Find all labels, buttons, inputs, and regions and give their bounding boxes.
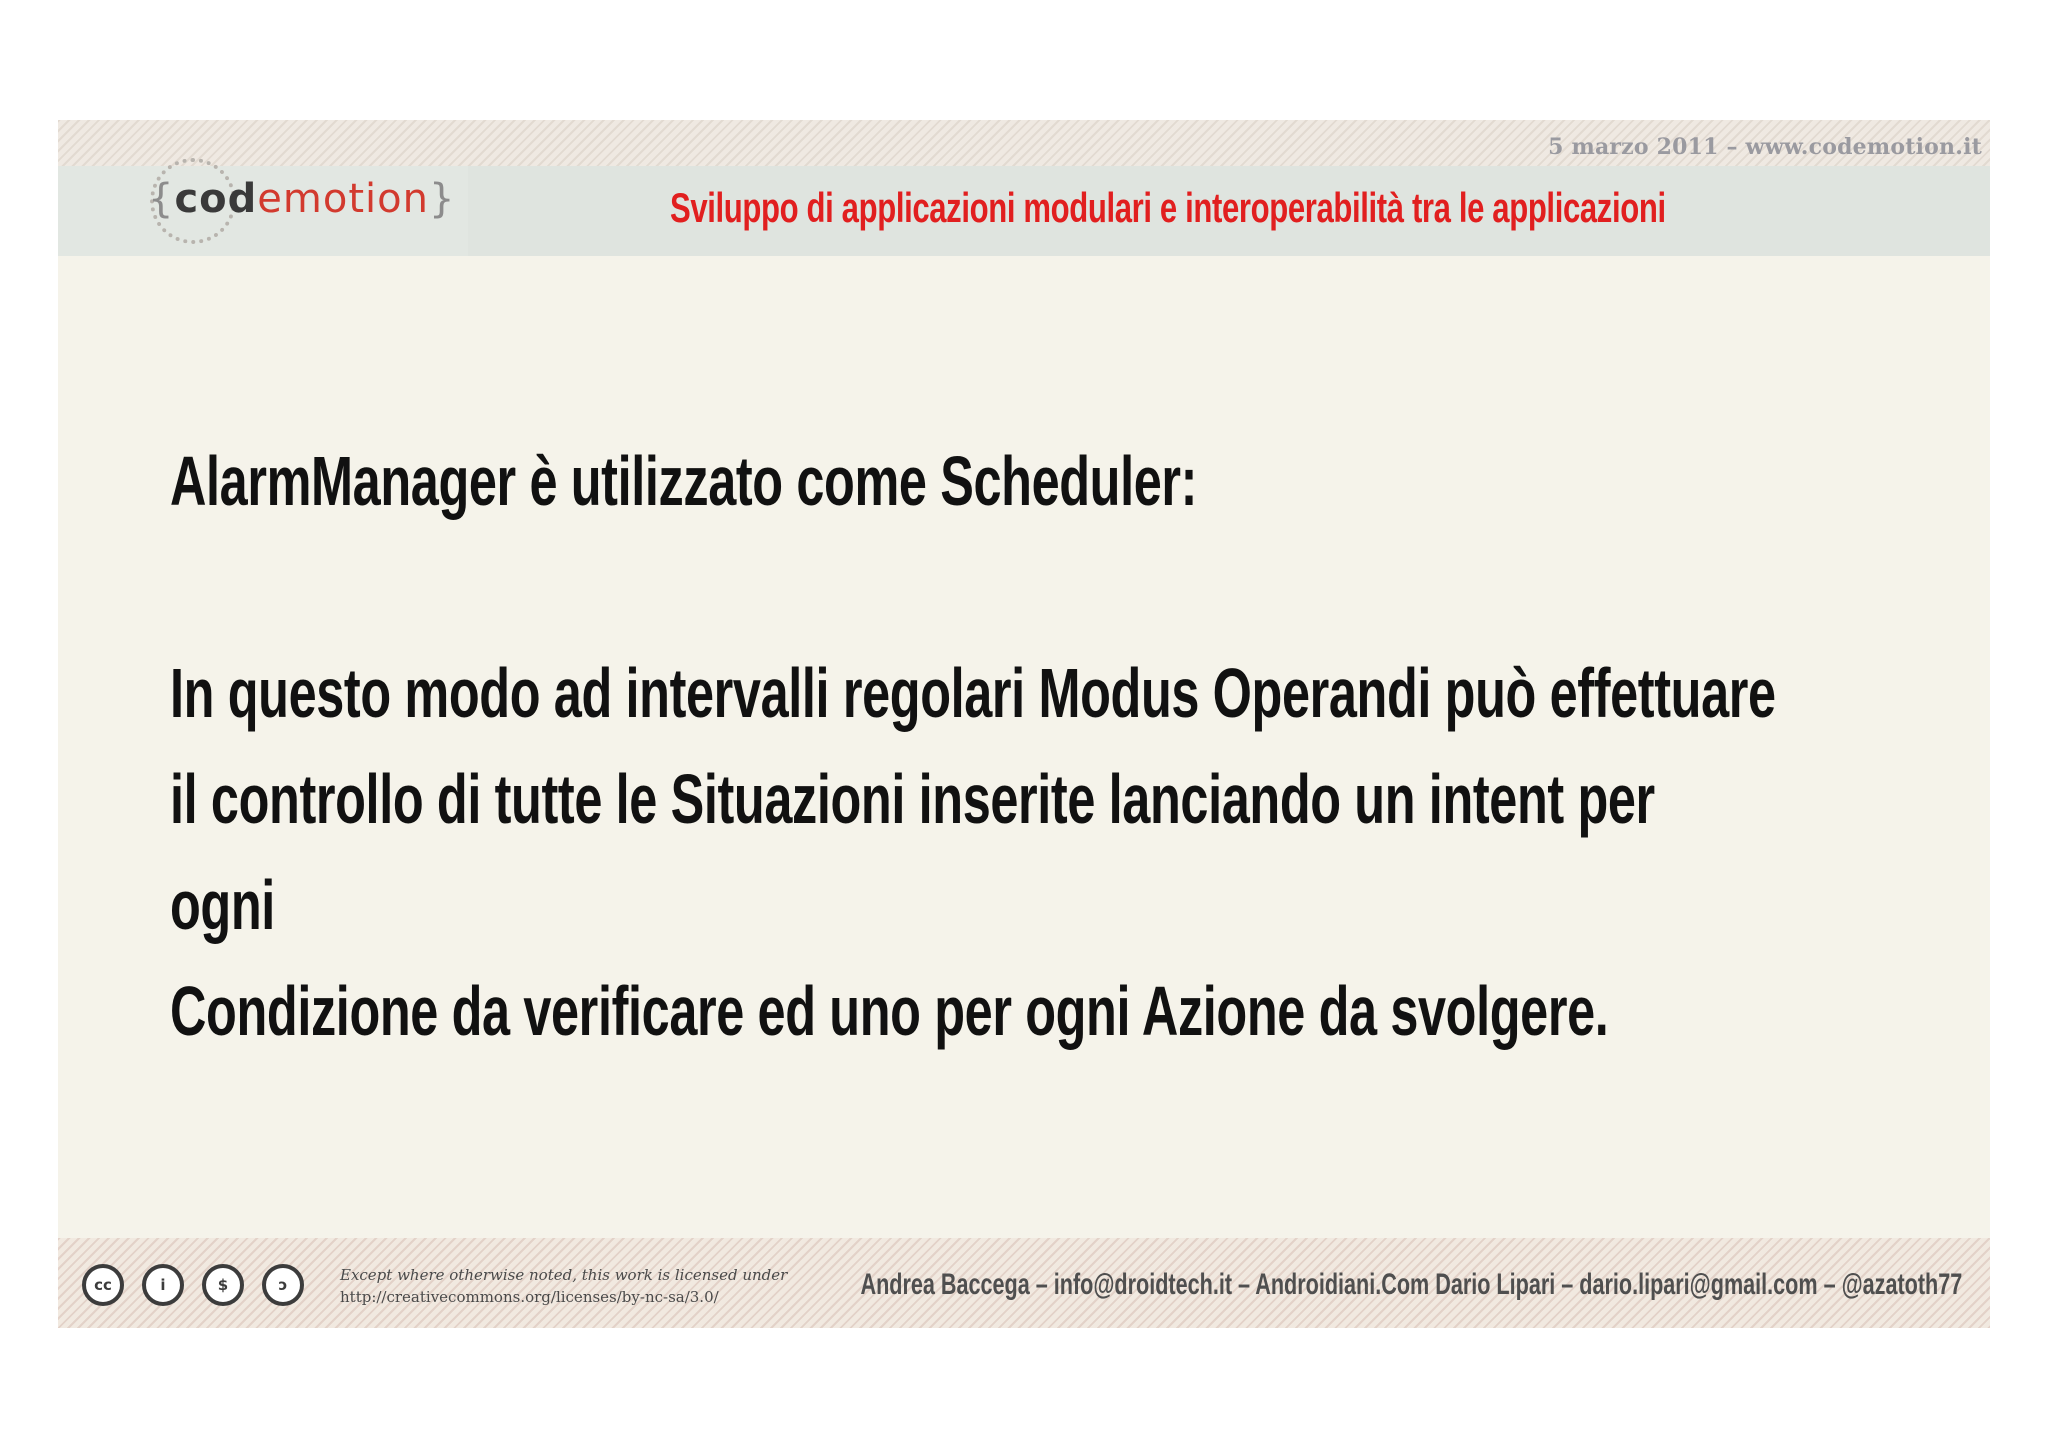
body-line-2: il controllo di tutte le Situazioni inserite lanciando un intent per xyxy=(170,760,1655,838)
license-text xyxy=(340,1264,787,1308)
sharealike-icon: ↄ xyxy=(262,1264,304,1306)
license-line-1: Except where otherwise noted, this work is licensed under xyxy=(340,1266,788,1284)
noncommercial-icon: $ xyxy=(202,1264,244,1306)
cc-icon: cc xyxy=(82,1264,124,1306)
header-band xyxy=(58,120,1990,256)
body-heading: AlarmManager è utilizzato come Scheduler: xyxy=(170,442,1198,520)
body-line-3: ogni xyxy=(170,866,275,944)
license-url: http://creativecommons.org/licenses/by-nc-sa/3.0/ xyxy=(340,1288,719,1306)
license-icons xyxy=(82,1264,304,1306)
footer-band xyxy=(58,1238,1990,1328)
slide-title: Sviluppo di applicazioni modulari e interoperabilità tra le applicazioni xyxy=(670,184,1666,231)
attribution-icon: i xyxy=(142,1264,184,1306)
codemotion-logo xyxy=(134,150,464,254)
event-date: 5 marzo 2011 – www.codemotion.it xyxy=(1548,134,1982,160)
body-line-1: In questo modo ad intervalli regolari Modus Operandi può effettuare xyxy=(170,654,1776,732)
authors-credits: Andrea Baccega – info@droidtech.it – Androidiani.Com Dario Lipari – dario.lipari@gmail.com – @azatoth77 xyxy=(860,1268,1962,1301)
slide xyxy=(58,120,1990,1328)
logo-wordmark: {codemotion} xyxy=(148,176,456,222)
body-line-4: Condizione da verificare ed uno per ogni Azione da svolgere. xyxy=(170,972,1609,1050)
